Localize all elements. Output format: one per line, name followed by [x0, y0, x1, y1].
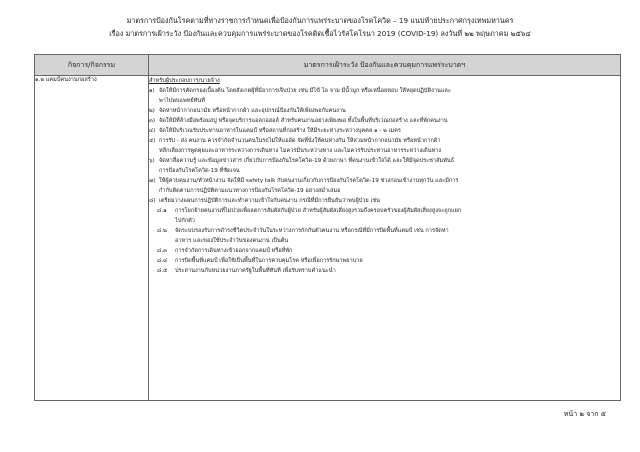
list-item-number: ๑): [149, 88, 155, 94]
sub-list-item: [149, 206, 620, 216]
list-item-text: พาไปพบแพทย์ทันที: [159, 98, 205, 104]
list-item: [149, 86, 620, 96]
list-item: [149, 176, 620, 186]
sub-list-item-number: ๘.๓: [157, 248, 167, 254]
sub-list-item-text: ประสานงานกับหน่วยงานภาครัฐในพื้นที่ทันที เพื่อรับทราบคำแนะนำ: [175, 268, 336, 274]
list-item: [149, 166, 620, 176]
sub-list-item-number: ๘.๒: [157, 228, 167, 234]
measure-list: [149, 86, 620, 206]
sub-list-item: [149, 236, 620, 246]
list-item: [149, 106, 620, 116]
section-title: สำหรับผู้ประกอบการ/นายจ้าง: [149, 78, 220, 84]
sub-list-item-text: อาหาร และของใช้ประจำวันของคนงาน เป็นต้น: [175, 238, 289, 244]
header-line-2: เรื่อง มาตรการเฝ้าระวัง ป้องกันและควบคุมการแพร่ระบาดของโรคติดเชื้อไวรัสโคโรนา 2019 (COVID-19) ลงวันที่ ๒๒ พฤษภาคม ๒๕๖๔: [109, 29, 531, 38]
list-item: [149, 146, 620, 156]
list-item-number: ๓): [149, 118, 156, 124]
list-item-text: จัดให้มีการคัดกรองเบื้องต้น โดยสังเกตผู้ที่มีอาการเจ็บป่วย เช่น มีไข้ ไอ จาม มีน้ำมูก หรือเหนื่อยหอบ ให้หยุดปฏิบัติงานและ: [159, 88, 451, 94]
sub-list-item: [149, 216, 620, 226]
table-row: [35, 76, 621, 401]
list-item-text: จัดหาสื่อความรู้ และข้อมูลข่าวสาร เกี่ยวกับการป้องกันโรคโควิด-19 ด้วยภาษา ที่คนงานเข้าใจได้ และให้มีจุดประชาสัมพันธ์: [159, 158, 455, 164]
list-item-text: กำกับติดตามการปฏิบัติตามแนวทางการป้องกันโรคโควิด-19 อย่างสม่ำเสมอ: [159, 188, 341, 194]
sub-list-item-number: ๘.๔: [157, 258, 168, 264]
sub-list-item-text: การปิดพื้นที่แคมป์ เพื่อใช้เป็นพื้นที่ในการควบคุมโรค หรือเพื่อการรักษาพยาบาล: [175, 258, 363, 264]
list-item-number: ๕): [149, 138, 156, 144]
list-item: [149, 156, 620, 166]
sub-list-item-text: จัดระบบรองรับการดำรงชีวิตประจำวันในระหว่างการกักกันตัวคนงาน หรือกรณีที่มีการปิดพื้นที่แคมป์ เช่น การจัดหา: [175, 228, 449, 234]
sub-list-item-text: การโยกย้ายคนงานที่ไม่ป่วยเพื่อลดการสัมผัสกับผู้ป่วย สำหรับผู้สัมผัสเสี่ยงสูงรวมถึงครอบครัวของผู้สัมผัสเสี่ยงสูงจะถูกแยก: [175, 208, 462, 214]
column-header-activity: กิจการ/กิจกรรม: [35, 55, 149, 76]
list-item-text: เตรียมวางแผนการปฏิบัติการและทำความเข้าใจกับคนงาน กรณีที่มีการยืนยันว่าพบผู้ป่วย เช่น: [159, 198, 380, 204]
list-item-number: ๗): [149, 178, 156, 184]
list-item: [149, 136, 620, 146]
list-item: [149, 96, 620, 106]
sub-list-item-number: ๘.๕: [157, 268, 168, 274]
list-item-number: ๘): [149, 198, 156, 204]
measure-sublist: [149, 206, 620, 276]
sub-list-item-number: ๘.๑: [157, 208, 167, 214]
sub-list-item: [149, 246, 620, 256]
sub-list-item: [149, 266, 620, 276]
list-item: [149, 186, 620, 196]
list-item-text: จัดให้มีที่ล้างมือพร้อมสบู่ หรือจุดบริการแอลกอฮอล์ สำหรับคนงานอย่างเพียงพอ ทั้งในพื้นที่บริเวณก่อสร้าง และที่พักคนงาน: [159, 118, 448, 124]
list-item-number: ๖): [149, 158, 155, 164]
list-item-text: การรับ - ส่ง คนงาน ควรจำกัดจำนวนคนในรถไม่ให้แออัด จัดที่นั่งให้คนห่างกัน ให้สวมหน้ากากอนามัย หรือหน้ากากผ้า: [159, 138, 441, 144]
sub-list-item-text: การจำกัดการเดินทางเข้าออกจากแคมป์ หรือที่พัก: [175, 248, 293, 254]
list-item-text: หลีกเลี่ยงการพูดคุยและอาหารระหว่างการเดินทาง ไม่ควรมีนระหว่างทาง และไม่ควรรับประทานอาหารระหว่างเดินทาง: [159, 148, 442, 154]
list-item: [149, 126, 620, 136]
list-item-text: การป้องกันโรคโควิด-19 ที่ชัดเจน: [159, 168, 240, 174]
measures-table: [34, 54, 621, 401]
page-number: หน้า ๒ จาก ๕: [563, 410, 606, 418]
measures-cell: [149, 76, 621, 401]
sub-list-item: [149, 226, 620, 236]
list-item-text: ให้ผู้ควบคุมงาน/หัวหน้างาน จัดให้มี safety talk กับคนงานเกี่ยวกับการป้องกันโรคโควิด-19 ช่วงก่อนเข้างานทุกวัน และมีการ: [159, 178, 459, 184]
list-item-number: ๔): [149, 128, 156, 134]
list-item-text: จัดให้มีบริเวณรับประทานอาหารในแคมป์ หรือสถานที่ก่อสร้าง ให้มีระยะห่างระหว่างบุคคล ๑ - ๒ เมตร: [159, 128, 401, 134]
list-item-text: จัดหาหน้ากากอนามัย หรือหน้ากากผ้า และอุปกรณ์ป้องกันให้เพียงพอกับคนงาน: [159, 108, 346, 114]
table-header-row: [35, 55, 621, 76]
list-item: [149, 196, 620, 206]
list-item-number: ๒): [149, 108, 155, 114]
sub-list-item-text: ไปกักตัว: [175, 218, 195, 224]
column-header-measures: มาตรการเฝ้าระวัง ป้องกันและควบคุมการแพร่ระบาดฯ: [149, 55, 621, 76]
document-header: [0, 14, 640, 40]
activity-cell: [35, 76, 149, 401]
list-item: [149, 116, 620, 126]
sub-list-item: [149, 256, 620, 266]
header-line-1: มาตรการป้องกันโรคตามที่ทางราชการกำหนดเพื่อป้องกันการแพร่ระบาดของโรคโควิด – 19 แนบท้ายประกาศกรุงเทพมหานคร: [126, 16, 514, 25]
activity-label: ๑.๒ แคมป์คนงานก่อสร้าง: [35, 77, 97, 83]
